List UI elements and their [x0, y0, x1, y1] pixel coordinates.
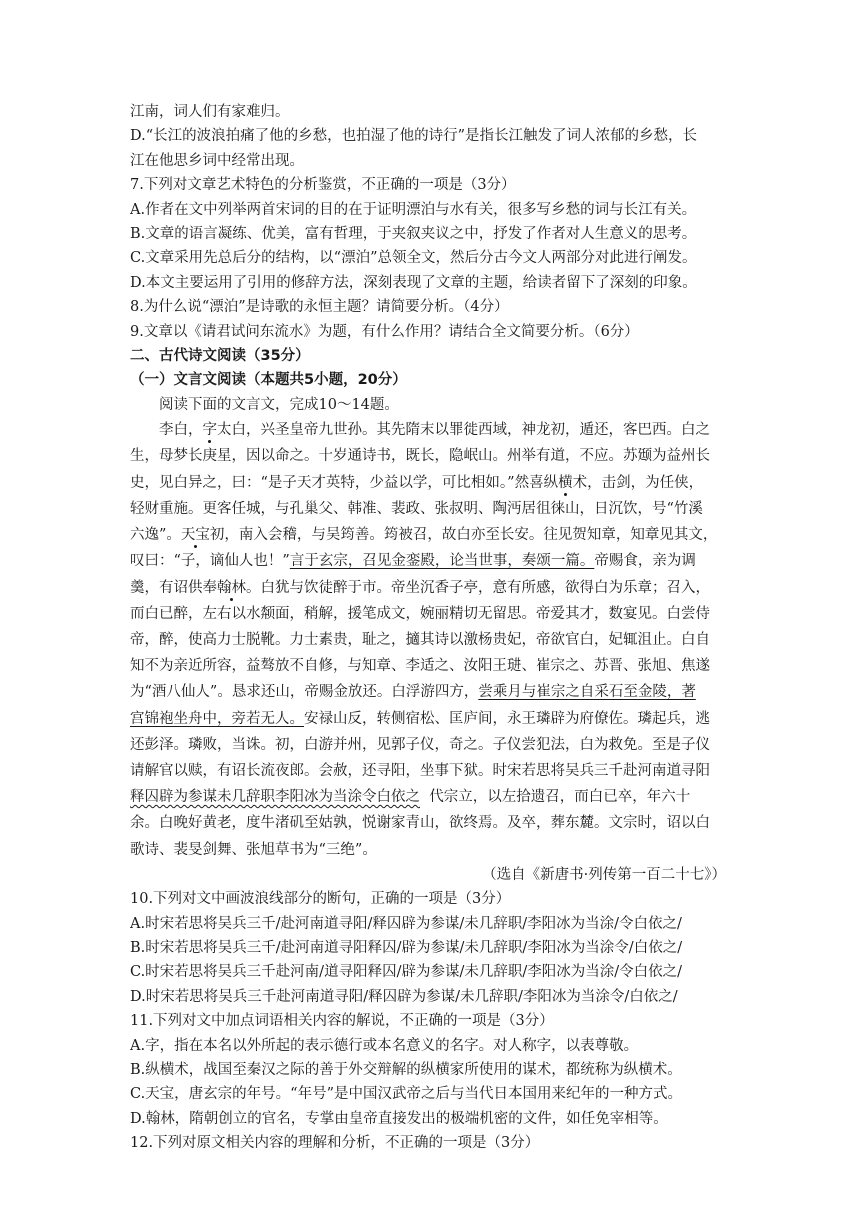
question-10-stem: 10.下列对文中画波浪线部分的断句，正确的一项是（3分）: [130, 891, 511, 908]
passage-line: 帝，醉，使高力士脱靴。力士素贵，耻之，擿其诗以激杨贵妃，帝欲官白，妃辄沮止。白自: [130, 631, 710, 648]
classical-passage: [130, 417, 730, 862]
underlined-sentence: 宫锦袍坐舟中，旁若无人。: [130, 710, 304, 727]
section-heading: 二、古代诗文阅读（35分）: [130, 348, 310, 365]
question-12-stem: 12.下列对原文相关内容的理解和分析，不正确的一项是（3分）: [130, 1135, 540, 1152]
question-7-stem: 7.下列对文章艺术特色的分析鉴赏，不正确的一项是（3分）: [130, 177, 516, 194]
option-a: A.字，指在本名以外所起的表示德行或本名意义的名字。对人称字，以表尊敬。: [130, 1037, 639, 1054]
passage-line: 而白已醉，左右以水颒面，稍解，援笔成文，婉丽精切无留思。帝爱其才，数宴见。白尝侍: [130, 605, 710, 622]
option-c: C.时宋若思将吴兵三千赴河南/道寻阳释囚/辟为参谋/未几辞职/李阳冰为当涂/令白依之/: [130, 964, 682, 981]
option-d: D.本文主要运用了引用的修辞方法，深刻表现了文章的主题，给读者留下了深刻的印象。: [130, 274, 697, 291]
passage-line: 为“酒八仙人”。恳求还山，帝赐金放还。白浮游四方，尝乘月与崔宗之自采石至金陵，著: [130, 684, 696, 701]
passage-line: 六逸”。天宝初，南入会稽，与吴筠善。筠被召，故白亦至长安。往见贺知章，知章见其文，: [130, 527, 718, 544]
option-d: D.翰林，隋朝创立的官名，专掌由皇帝直接发出的极端机密的文件，如任免宰相等。: [130, 1110, 668, 1127]
underlined-sentence: 尝乘月与崔宗之自采石至金陵，著: [478, 684, 696, 701]
passage-line: 请解官以赎，有诏长流夜郎。会赦，还寻阳，坐事下狱。时宋若思将吴兵三千赴河南道寻阳: [130, 762, 710, 779]
question-11-stem: 11.下列对文中加点词语相关内容的解说，不正确的一项是（3分）: [130, 1013, 554, 1030]
passage-line: 余。白晚好黄老，度牛渚矶至姑孰，悦谢家青山，欲终焉。及卒，葬东麓。文宗时，诏以白: [130, 815, 710, 832]
dotted-term-zongheng: 纵横术: [543, 474, 588, 491]
text-line: 江南，词人们有家难归。: [130, 104, 290, 120]
option-a: A.作者在文中列举两首宋词的目的在于证明漂泊与水有关，很多写乡愁的词与长江有关。: [130, 201, 697, 218]
reading-instruction: 阅读下面的文言文，完成10～14题。: [159, 396, 399, 413]
top-question-block: [130, 100, 730, 344]
passage-line: 宫锦袍坐舟中，旁若无人。安禄山反，转侧宿松、匡庐间，永王璘辟为府僚佐。璘起兵，逃: [130, 710, 710, 727]
text-line: 江在他思乡词中经常出现。: [130, 152, 304, 169]
bottom-question-block: [130, 887, 730, 1155]
passage-line: 生，母梦长庚星，因以命之。十岁通诗书，既长，隐岷山。州举有道，不应。苏颋为益州长: [130, 448, 710, 465]
question-8: 8.为什么说“漂泊”是诗歌的永恒主题？请简要分析。（4分）: [130, 299, 509, 316]
passage-line: 羹，有诏供奉翰林。白犹与饮徒醉于市。帝坐沉香子亭，意有所感，欲得白为乐章；召入，: [130, 579, 710, 596]
option-b: B.时宋若思将吴兵三千/赴河南道寻阳释囚/辟为参谋/未几辞职/李阳冰为当涂令/白依之/: [130, 939, 683, 956]
underlined-sentence: 言于玄宗，召见金銮殿，论当世事，奏颂一篇。: [289, 553, 595, 570]
option-a: A.时宋若思将吴兵三千/赴河南道寻阳/释囚辟为参谋/未几辞职/李阳冰为当涂/令白依之/: [130, 915, 682, 932]
dotted-term-hanlin: 翰林: [217, 579, 246, 596]
passage-line: 轻财重施。更客任城，与孔巢父、韩准、裴政、张叔明、陶沔居徂徕山，日沉饮，号“竹溪: [130, 500, 703, 517]
question-9: 9.文章以《请君试问东流水》为题，有什么作用？请结合全文简要分析。（6分）: [130, 323, 639, 340]
subsection-heading: （一）文言文阅读（本题共5小题，20分）: [130, 372, 407, 389]
option-c: C.天宝，唐玄宗的年号。“年号”是中国汉武帝之后与当代日本国用来纪年的一种方式。: [130, 1086, 683, 1103]
option-c: C.文章采用先总后分的结构，以“漂泊”总领全文，然后分古今文人两部分对此进行阐发。: [130, 250, 697, 267]
passage-line: 李白，字太白，兴圣皇帝九世孙。其先隋末以罪徙西域，神龙初，遁还，客巴西。白之: [159, 422, 710, 439]
passage-line: 歌诗、裴旻剑舞、张旭草书为“三绝”。: [130, 841, 377, 858]
option-b: B.文章的语言凝练、优美，富有哲理，于夹叙夹议之中，抒发了作者对人生意义的思考。: [130, 226, 697, 243]
dotted-term-zi: 字: [202, 422, 217, 439]
passage-line: 释囚辟为参谋未几辞职李阳冰为当涂令白依之 代宗立，以左拾遗召，而白已卒，年六十: [130, 789, 691, 806]
text-line: D.“长江的波浪拍痛了他的乡愁，也拍湿了他的诗行”是指长江触发了词人浓郁的乡愁，长: [130, 128, 698, 145]
passage-source: （选自《新唐书·列传第一百二十七》）: [482, 866, 726, 883]
passage-line: 还彭泽。璘败，当诛。初，白游并州，见郭子仪，奇之。子仪尝犯法，白为救免。至是子仪: [130, 736, 710, 753]
option-d: D.时宋若思将吴兵三千赴河南道寻阳/释囚辟为参谋/未几辞职/李阳冰为当涂令/白依之/: [130, 988, 678, 1005]
passage-line: 知不为亲近所容，益骜放不自修，与知章、李适之、汝阳王琎、崔宗之、苏晋、张旭、焦遂: [130, 658, 710, 675]
passage-line: 史，见白异之，曰：“是子天才英特，少益以学，可比相如。”然喜纵横术，击剑，为任侠，: [130, 474, 704, 491]
option-b: B.纵横术，战国至秦汉之际的善于外交辩解的纵横家所使用的谋术，都统称为纵横术。: [130, 1061, 682, 1078]
wavy-underlined-segment: 释囚辟为参谋未几辞职李阳冰为当涂令白依之: [130, 789, 420, 806]
passage-line: 叹曰：“子，谪仙人也！”言于玄宗，召见金銮殿，论当世事，奏颂一篇。帝赐食，亲为调: [130, 553, 696, 570]
dotted-term-tianbao: 天宝: [180, 527, 210, 544]
